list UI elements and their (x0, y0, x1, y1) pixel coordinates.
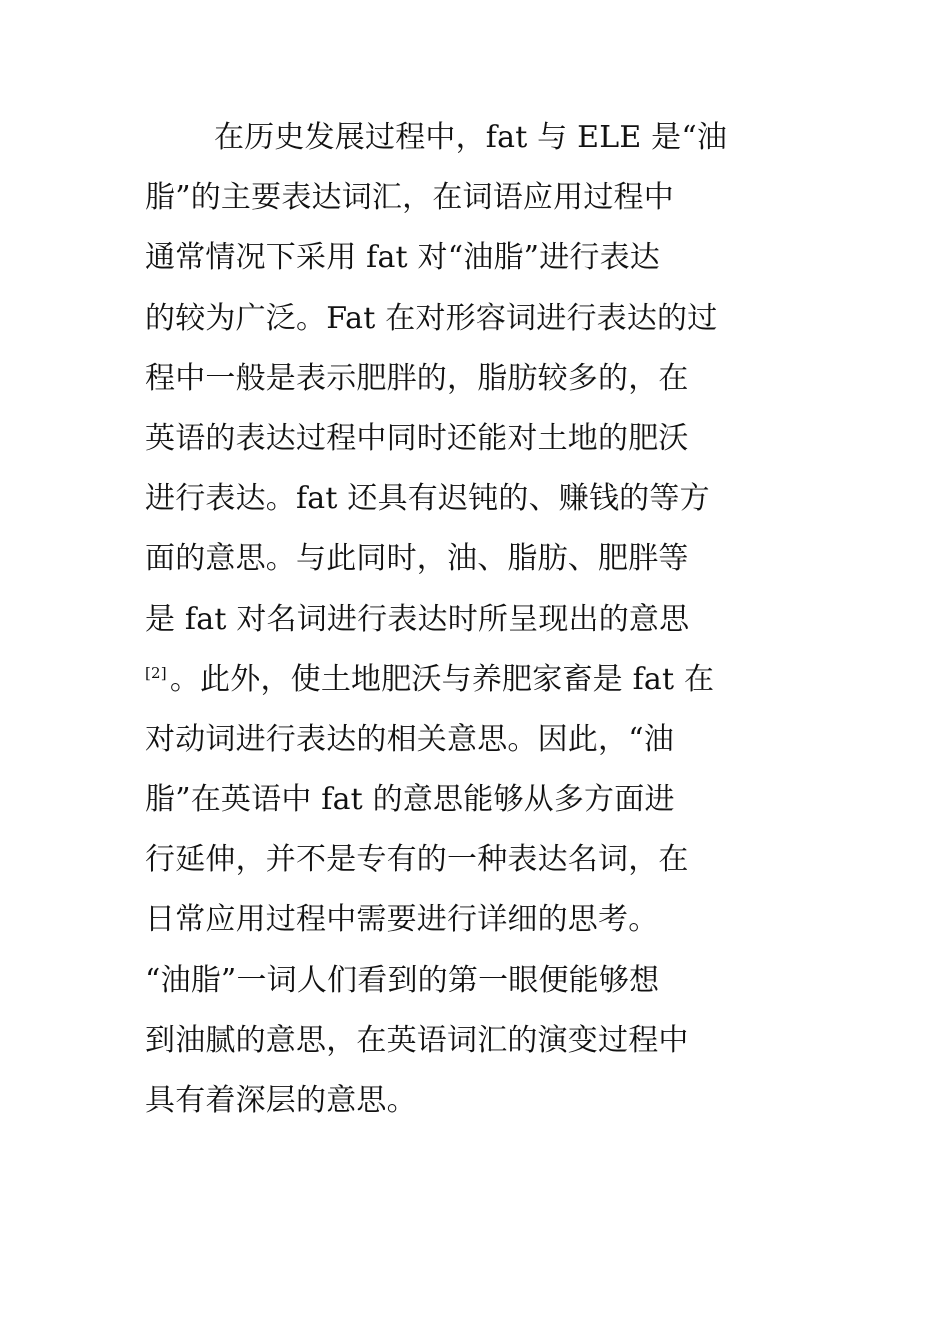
text-line-rest: 。此外，使土地肥沃与养肥家畜是 fat 在 (169, 661, 715, 697)
body-paragraph (145, 108, 805, 1131)
text-line: “油脂”一词人们看到的第一眼便能够想 (145, 962, 660, 998)
citation-reference[interactable]: [2] (145, 663, 167, 682)
text-line: 的较为广泛。Fat 在对形容词进行表达的过 (145, 300, 718, 336)
text-line: 是 fat 对名词进行表达时所呈现出的意思 (145, 601, 690, 637)
text-line: 日常应用过程中需要进行详细的思考。 (145, 902, 659, 938)
text-line: 程中一般是表示肥胖的，脂肪较多的，在 (145, 360, 689, 396)
text-line-with-citation (145, 650, 805, 710)
text-line: 到油腻的意思，在英语词汇的演变过程中 (145, 1022, 689, 1058)
text-line: 脂”在英语中 fat 的意思能够从多方面进 (145, 782, 675, 818)
text-line: 行延伸，并不是专有的一种表达名词，在 (145, 842, 689, 878)
text-line: 进行表达。fat 还具有迟钝的、赚钱的等方 (145, 481, 710, 517)
text-line: 脂”的主要表达词汇，在词语应用过程中 (145, 180, 674, 216)
text-line: 通常情况下采用 fat 对“油脂”进行表达 (145, 240, 660, 276)
text-line: 对动词进行表达的相关意思。因此，“油 (145, 721, 674, 757)
text-line: 具有着深层的意思。 (145, 1083, 417, 1118)
text-line: 在历史发展过程中，fat 与 ELE 是“油 (214, 120, 728, 155)
text-line: 面的意思。与此同时，油、脂肪、肥胖等 (145, 541, 689, 577)
text-line: 英语的表达过程中同时还能对土地的肥沃 (145, 420, 689, 456)
